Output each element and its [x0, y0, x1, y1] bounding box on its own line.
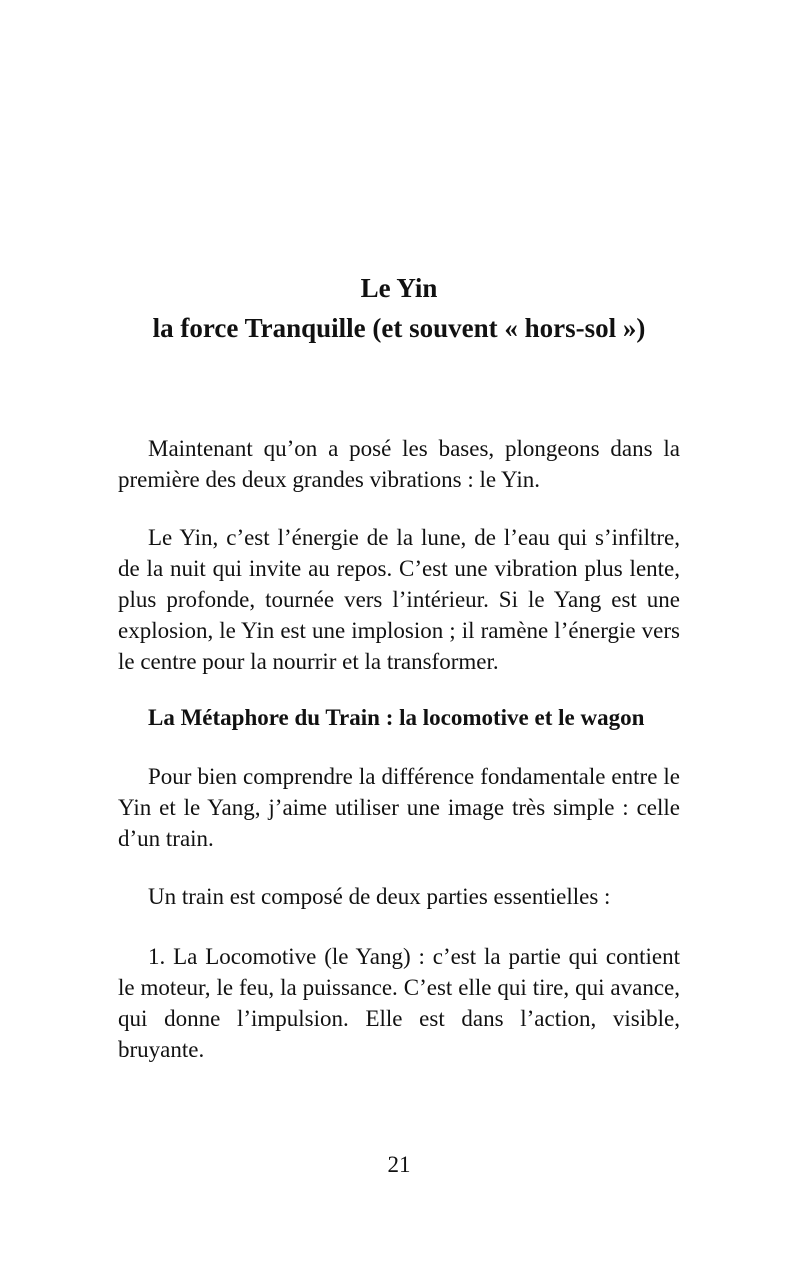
paragraph-train-parts: Un train est composé de deux parties essentielles : — [148, 884, 611, 909]
paragraph-intro: Maintenant qu’on a posé les bases, plongeons dans la première des deux grandes vibrations : le Yin. — [118, 436, 680, 492]
page-number: 21 — [387, 1152, 411, 1177]
chapter-title-line-2: la force Tranquille (et souvent « hors-sol ») — [152, 313, 646, 343]
paragraph-yin-description: Le Yin, c’est l’énergie de la lune, de l’eau qui s’infiltre, de la nuit qui invite au repos. C’est une vibration plus lente, plus profonde, tournée vers l’intérieur. Si le Yang est une explosion, le Yin est une implosion ; il ramène l’énergie vers le centre pour la nourrir et la transformer. — [118, 525, 680, 674]
section-heading: La Métaphore du Train : la locomotive et le wagon — [148, 705, 645, 730]
paragraph-train-image: Pour bien comprendre la différence fondamentale entre le Yin et le Yang, j’aime utiliser une image très simple : celle d’un train. — [118, 764, 680, 851]
paragraph-locomotive: 1. La Locomotive (le Yang) : c’est la partie qui contient le moteur, le feu, la puissance. C’est elle qui tire, qui avance, qui donne l’impulsion. Elle est dans l’action, visible, bruyante. — [118, 944, 680, 1062]
chapter-title — [0, 268, 798, 348]
chapter-title-line-1: Le Yin — [360, 273, 438, 303]
